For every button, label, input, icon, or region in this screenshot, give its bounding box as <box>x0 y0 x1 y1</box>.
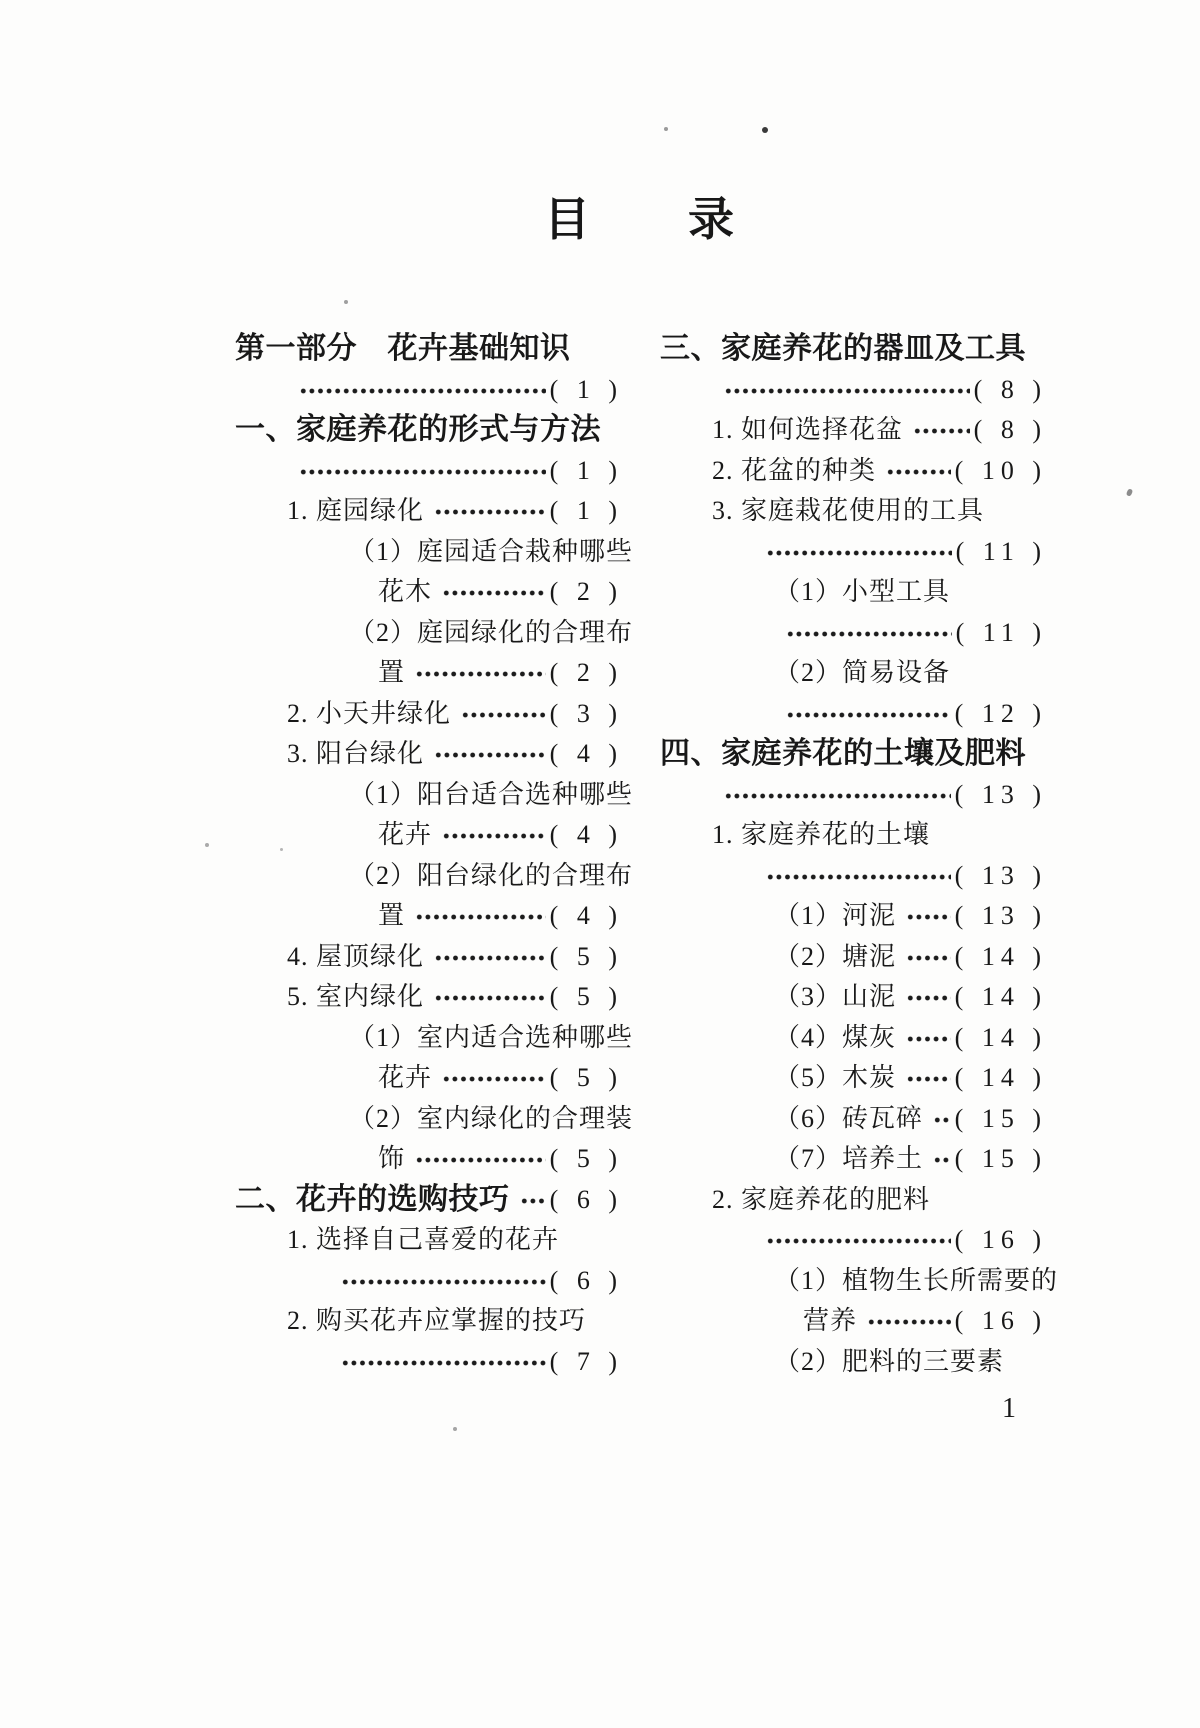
toc-line-dots <box>235 1342 623 1383</box>
toc-line <box>660 1342 1047 1383</box>
dot-leader <box>906 912 951 922</box>
toc-left-column <box>235 329 634 1382</box>
toc-line-dots <box>660 1220 1047 1261</box>
page-number: ( 1 ) <box>549 455 623 485</box>
toc-entry-text: （1）河泥 <box>774 901 897 930</box>
toc-line-continuation <box>660 1301 1047 1342</box>
toc-entry-text: 花木 <box>378 577 433 606</box>
page-number: ( 12 ) <box>954 698 1047 728</box>
toc-entry-text: 4. 屋顶绿化 <box>287 941 425 971</box>
toc-line-dots <box>660 856 1047 897</box>
toc-line <box>235 1018 634 1059</box>
toc-line <box>660 1099 1047 1140</box>
toc-entry-text: 1. 家庭养花的土壤 <box>712 820 931 849</box>
dot-leader <box>913 426 970 436</box>
dot-leader <box>724 386 970 396</box>
toc-entry-text: 一、家庭养花的形式与方法 <box>235 413 601 446</box>
page-number: ( 4 ) <box>549 739 623 768</box>
toc-line <box>235 977 623 1018</box>
toc-line-dots <box>660 775 1047 816</box>
toc-entry-text: 四、家庭养花的土壤及肥料 <box>660 737 1026 770</box>
page-number: ( 10 ) <box>954 455 1047 485</box>
toc-line <box>660 410 1047 451</box>
toc-line <box>660 937 1047 978</box>
toc-line-continuation <box>235 1139 623 1180</box>
toc-line <box>660 572 1047 613</box>
toc-line-dots <box>660 694 1047 735</box>
toc-line <box>235 613 634 654</box>
page-number: ( 11 ) <box>955 617 1047 647</box>
page-number: ( 2 ) <box>549 658 623 687</box>
toc-line <box>235 532 634 573</box>
dot-leader <box>299 386 546 396</box>
toc-entry-text: 2. 小天井绿化 <box>287 698 452 728</box>
toc-line-chapter2 <box>235 1180 623 1221</box>
toc-line <box>660 977 1047 1018</box>
toc-entry-text: 置 <box>378 901 406 930</box>
toc-entry-text: （1）小型工具 <box>774 577 951 606</box>
toc-entry-text: （2）塘泥 <box>774 941 897 971</box>
dot-leader <box>442 588 546 598</box>
toc-entry-text: 1. 庭园绿化 <box>287 496 425 525</box>
dot-leader <box>766 872 951 882</box>
dot-leader <box>886 467 951 477</box>
toc-line <box>235 491 623 532</box>
toc-entry-text: 2. 花盆的种类 <box>712 455 877 485</box>
toc-entry-text: 花卉 <box>378 1063 433 1092</box>
toc-line <box>660 1261 1059 1302</box>
dot-leader <box>933 1155 951 1165</box>
scan-speck <box>664 127 668 131</box>
toc-line-chapter3 <box>660 329 1047 370</box>
toc-line <box>660 1058 1047 1099</box>
toc-line <box>660 1180 1047 1221</box>
toc-entry-text: 1. 如何选择花盆 <box>712 415 904 444</box>
toc-entry-text: （2）室内绿化的合理装 <box>349 1103 634 1133</box>
toc-entry-text: 5. 室内绿化 <box>287 982 425 1011</box>
toc-entry-text: （2）庭园绿化的合理布 <box>349 617 634 647</box>
toc-line <box>660 491 1047 532</box>
toc-line <box>235 1099 634 1140</box>
toc-line-dots <box>660 370 1047 411</box>
page-number: ( 14 ) <box>954 941 1047 971</box>
folio-page-number: 1 <box>1002 1393 1016 1424</box>
dot-leader <box>341 1358 546 1368</box>
dot-leader <box>341 1277 546 1287</box>
dot-leader <box>906 1074 951 1084</box>
scan-speck <box>205 843 209 847</box>
page-number: ( 13 ) <box>954 779 1047 809</box>
toc-line-continuation <box>235 653 623 694</box>
dot-leader <box>520 1196 546 1206</box>
toc-right-column <box>660 329 1059 1382</box>
page-number: ( 5 ) <box>549 982 623 1011</box>
dot-leader <box>442 1074 546 1084</box>
dot-leader <box>906 993 951 1003</box>
dot-leader <box>434 507 546 517</box>
scan-speck <box>1126 488 1133 496</box>
page-number: ( 3 ) <box>549 698 623 728</box>
dot-leader <box>786 629 952 639</box>
toc-line-continuation <box>235 815 623 856</box>
toc-line <box>235 1220 623 1261</box>
page-number: ( 5 ) <box>549 1144 623 1173</box>
page-number: ( 16 ) <box>954 1306 1047 1335</box>
toc-line-dots <box>660 613 1047 654</box>
toc-line <box>235 775 634 816</box>
toc-line <box>660 896 1047 937</box>
dot-leader <box>724 791 951 801</box>
page-number: ( 7 ) <box>549 1346 623 1376</box>
dot-leader <box>434 993 546 1003</box>
toc-entry-text: （2）简易设备 <box>774 658 951 687</box>
page-number: ( 5 ) <box>549 941 623 971</box>
toc-entry-text: 花卉 <box>378 820 433 849</box>
page-number: ( 1 ) <box>549 496 623 525</box>
toc-line-part1 <box>235 329 623 370</box>
toc-line-chapter4 <box>660 734 1047 775</box>
toc-line <box>660 815 1047 856</box>
toc-entry-text: （1）阳台适合选种哪些 <box>349 779 634 809</box>
page-number: ( 6 ) <box>549 1184 623 1214</box>
dot-leader <box>434 750 546 760</box>
toc-entry-text: 第一部分 花卉基础知识 <box>235 332 571 365</box>
dot-leader <box>766 1236 951 1246</box>
toc-line-continuation <box>235 896 623 937</box>
page-number: ( 8 ) <box>973 374 1047 404</box>
page-number: ( 8 ) <box>973 415 1047 444</box>
toc-entry-text: 3. 家庭栽花使用的工具 <box>712 496 985 525</box>
page-number: ( 15 ) <box>954 1103 1047 1133</box>
toc-line <box>660 1018 1047 1059</box>
toc-entry-text: 营养 <box>803 1306 858 1335</box>
toc-line <box>660 653 1047 694</box>
toc-entry-text: （2）阳台绿化的合理布 <box>349 860 634 890</box>
toc-line <box>235 694 623 735</box>
toc-line <box>235 937 623 978</box>
toc-entry-text: （1）植物生长所需要的 <box>774 1265 1059 1295</box>
toc-entry-text: （3）山泥 <box>774 982 897 1011</box>
scan-speck <box>344 300 348 304</box>
dot-leader <box>461 710 546 720</box>
toc-line-dots <box>235 1261 623 1302</box>
toc-entry-text: （1）庭园适合栽种哪些 <box>349 536 634 566</box>
dot-leader <box>867 1317 951 1327</box>
toc-line <box>235 856 634 897</box>
dot-leader <box>442 831 546 841</box>
toc-line-continuation <box>235 572 623 613</box>
page-number: ( 14 ) <box>954 1063 1047 1092</box>
page-number: ( 4 ) <box>549 901 623 930</box>
page-number: ( 5 ) <box>549 1063 623 1092</box>
page-number: ( 15 ) <box>954 1144 1047 1173</box>
dot-leader <box>933 1115 951 1125</box>
dot-leader <box>786 710 951 720</box>
page-number: ( 2 ) <box>549 577 623 606</box>
dot-leader <box>415 912 546 922</box>
toc-line-chapter1 <box>235 410 623 451</box>
page-number: ( 14 ) <box>954 982 1047 1011</box>
toc-entry-text: 三、家庭养花的器皿及工具 <box>660 332 1026 365</box>
toc-entry-text: （4）煤灰 <box>774 1022 897 1052</box>
page-number: ( 11 ) <box>955 536 1047 566</box>
dot-leader <box>434 953 546 963</box>
toc-entry-text: （7）培养土 <box>774 1144 924 1173</box>
toc-line <box>235 734 623 775</box>
page-number: ( 16 ) <box>954 1225 1047 1254</box>
dot-leader <box>906 953 951 963</box>
toc-entry-text: （5）木炭 <box>774 1063 897 1092</box>
page-number: ( 1 ) <box>549 374 623 404</box>
toc-line-dots <box>235 370 623 411</box>
page-number: ( 14 ) <box>954 1022 1047 1052</box>
toc-entry-text: （6）砖瓦碎 <box>774 1103 924 1133</box>
toc-entry-text: 饰 <box>378 1144 406 1173</box>
toc-entry-text: 3. 阳台绿化 <box>287 739 425 768</box>
dot-leader <box>906 1034 951 1044</box>
toc-line <box>660 451 1047 492</box>
toc-entry-text: （2）肥料的三要素 <box>774 1346 1005 1376</box>
page-number: ( 6 ) <box>549 1265 623 1295</box>
toc-line <box>235 1301 623 1342</box>
dot-leader <box>415 669 546 679</box>
toc-entry-text: 二、花卉的选购技巧 <box>235 1182 510 1216</box>
toc-entry-text: （1）室内适合选种哪些 <box>349 1022 634 1052</box>
dot-leader <box>415 1155 546 1165</box>
page-number: ( 13 ) <box>954 860 1047 890</box>
dot-leader <box>766 548 952 558</box>
dot-leader <box>299 467 546 477</box>
toc-line-dots <box>660 532 1047 573</box>
page-title: 目 录 <box>544 194 736 245</box>
toc-entry-text: 2. 家庭养花的肥料 <box>712 1184 931 1214</box>
toc-entry-text: 1. 选择自己喜爱的花卉 <box>287 1225 560 1254</box>
page-number: ( 13 ) <box>954 901 1047 930</box>
scan-speck <box>762 127 768 133</box>
toc-line-continuation <box>235 1058 623 1099</box>
toc-entry-text: 置 <box>378 658 406 687</box>
toc-columns <box>235 329 1059 1382</box>
toc-entry-text: 2. 购买花卉应掌握的技巧 <box>287 1306 587 1335</box>
page-number: ( 4 ) <box>549 820 623 849</box>
toc-line <box>660 1139 1047 1180</box>
scan-speck <box>453 1427 457 1431</box>
toc-line-dots <box>235 451 623 492</box>
